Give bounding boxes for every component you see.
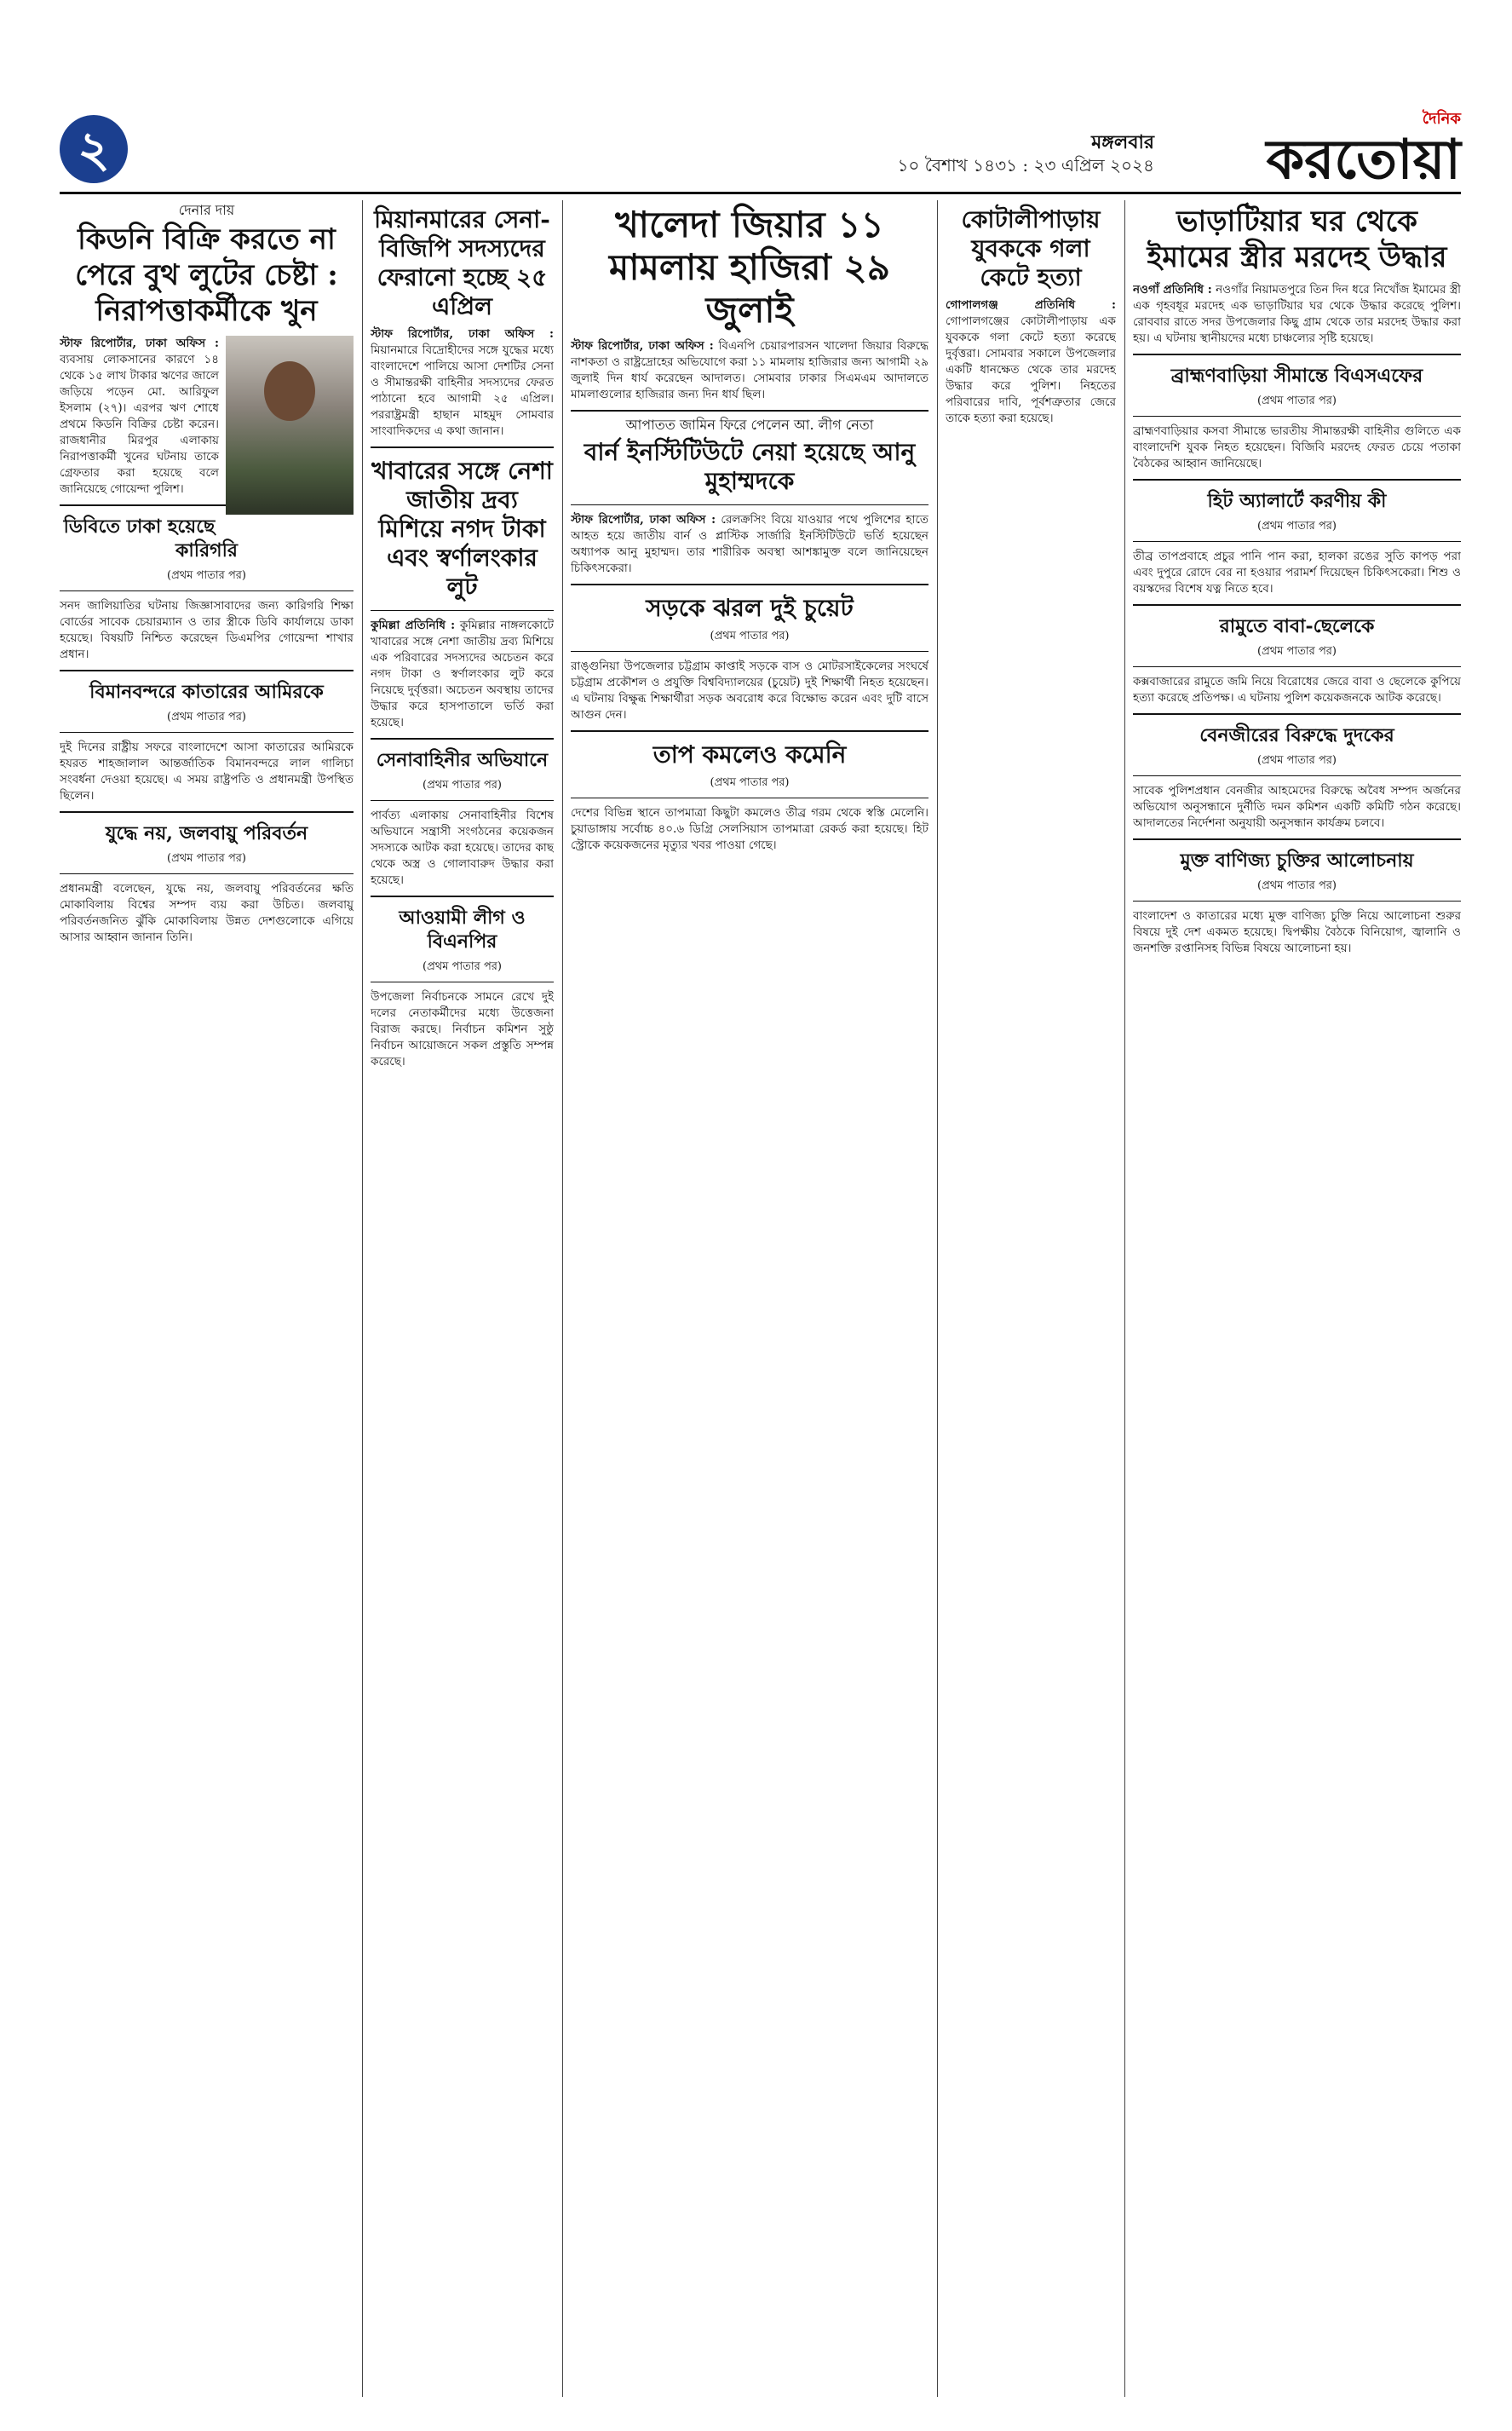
awami-body: উপজেলা নির্বাচনকে সামনে রেখে দুই দলের নেতাকর্মীদের মধ্যে উত্তেজনা বিরাজ করছে। নির্বাচন কমিশন সুষ্ঠু নির্বাচন আয়োজনে সকল প্রস্তুতি সম্পন্ন করেছে।: [371, 990, 554, 1069]
dhaka-cont: (প্রথম পাতার পর): [167, 569, 246, 582]
murder-body: গোপালগঞ্জের কোটালীপাড়ায় এক যুবককে গলা কেটে হত্যা করেছে দুর্বৃত্তরা। সোমবার সকালে উপজেলার একটি ধানক্ষেত থেকে তার মরদেহ উদ্ধার করে পুলিশ। নিহতের পরিবারের দাবি, পূর্বশত্রুতার জেরে তাকে হত্যা করা হয়েছে।: [946, 314, 1116, 425]
father-cont: (প্রথম পাতার পর): [1257, 645, 1337, 658]
minister-body: দুই দিনের রাষ্ট্রীয় সফরে বাংলাদেশে আসা কাতারের আমিরকে হযরত শাহজালাল আন্তর্জাতিক বিমানবন্দরে লাল গালিচা সংবর্ধনা দেওয়া হয়েছে। এ সময় রাষ্ট্রপতি ও প্রধানমন্ত্রী উপস্থিত ছিলেন।: [60, 740, 354, 803]
war-body: প্রধানমন্ত্রী বলেছেন, যুদ্ধে নয়, জলবায়ু পরিবর্তনের ক্ষতি মোকাবিলায় বিশ্বের সম্পদ ব্যয় করা উচিত। জলবায়ু পরিবর্তনজনিত ঝুঁকি মোকাবিলায় উন্নত দেশগুলোকে এগিয়ে আসার আহ্বান জানান তিনি।: [60, 882, 354, 944]
header-rule: [60, 192, 1461, 194]
column-2: [371, 200, 554, 2397]
food-headline: খাবারের সঙ্গে নেশা জাতীয় দ্রব্য মিশিয়ে নগদ টাকা এবং স্বর্ণালংকার লুট: [371, 457, 553, 601]
mamun-body: রেলক্রসিং বিয়ে যাওয়ার পথে পুলিশের হাতে আহত হয়ে জাতীয় বার্ন ও প্লাস্টিক সার্জারি ইনস্টিটিউটে ভর্তি হয়েছেন অধ্যাপক আনু মুহাম্মদ। তার শারীরিক অবস্থা আশঙ্কামুক্ত বলে জানিয়েছেন চিকিৎসকেরা।: [571, 513, 928, 575]
army2-body: পার্বত্য এলাকায় সেনাবাহিনীর বিশেষ অভিযানে সন্ত্রাসী সংগঠনের কয়েকজন সদস্যকে আটক করা হয়েছে। তাদের কাছ থেকে অস্ত্র ও গোলাবারুদ উদ্ধার করা হয়েছে।: [371, 809, 554, 887]
mamun-kicker: আপাতত জামিন ফিরে পেলেন আ. লীগ নেতা: [625, 417, 874, 433]
bramha-body: ব্রাহ্মণবাড়িয়ার কসবা সীমান্তে ভারতীয় সীমান্তরক্ষী বাহিনীর গুলিতে এক বাংলাদেশি যুবক নিহত হয়েছেন। বিজিবি মরদেহ ফেরত চেয়ে পতাকা বৈঠকের আহ্বান জানিয়েছে।: [1133, 424, 1461, 470]
war-cont: (প্রথম পাতার পর): [167, 852, 246, 865]
khaleda-body: বিএনপি চেয়ারপারসন খালেদা জিয়ার বিরুদ্ধে নাশকতা ও রাষ্ট্রদ্রোহের অভিযোগে করা ১১ মামলায় হাজিরার জন্য আগামী ২৯ জুলাই দিন ধার্য করেছেন আদালত। সোমবার ঢাকার সিএমএম আদালতে মামলাগুলোর হাজিরার জন্য দিন ধার্য ছিল।: [571, 339, 928, 401]
page-number: ২: [60, 115, 128, 183]
father-body: কক্সবাজারের রামুতে জমি নিয়ে বিরোধের জেরে বাবা ও ছেলেকে কুপিয়ে হত্যা করেছে প্রতিপক্ষ। এ ঘটনায় পুলিশ কয়েকজনকে আটক করেছে।: [1133, 675, 1461, 705]
army2-headline: সেনাবাহিনীর অভিযানে: [376, 749, 549, 771]
kidney-headline: কিডনি বিক্রি করতে না পেরে বুথ লুটের চেষ্টা : নিরাপত্তাকর্মীকে খুন: [75, 222, 338, 328]
benazir-headline: বেনজীরের বিরুদ্ধে দুদকের: [1199, 724, 1394, 746]
masthead: [1205, 107, 1461, 192]
minister-headline: বিমানবন্দরে কাতারের আমিরকে: [89, 681, 324, 703]
column-5: [1133, 200, 1461, 2397]
column-divider: [937, 200, 938, 2397]
awami-headline: আওয়ামী লীগ ও বিএনপির: [399, 907, 526, 953]
issue-date: ১০ বৈশাখ ১৪৩১ : ২৩ এপ্রিল ২০২৪: [897, 155, 1154, 176]
kidney-byline: স্টাফ রিপোর্টার, ঢাকা অফিস :: [60, 337, 219, 350]
trade-body: বাংলাদেশ ও কাতারের মধ্যে মুক্ত বাণিজ্য চুক্তি নিয়ে আলোচনা শুরুর বিষয়ে দুই দেশ একমত হয়েছে। দ্বিপক্ষীয় বৈঠকে বিনিয়োগ, জ্বালানি ও জনশক্তি রপ্তানিসহ বিভিন্ন বিষয়ে আলোচনা হয়।: [1133, 909, 1461, 955]
trade-headline: মুক্ত বাণিজ্য চুক্তির আলোচনায়: [1180, 850, 1414, 872]
bramha-cont: (প্রথম পাতার পর): [1257, 395, 1337, 407]
benazir-body: সাবেক পুলিশপ্রধান বেনজীর আহমেদের বিরুদ্ধে অবৈধ সম্পদ অর্জনের অভিযোগ অনুসন্ধানে দুর্নীতি দমন কমিশন একটি কমিটি গঠন করেছে। আদালতের নির্দেশনা অনুযায়ী অনুসন্ধান কার্যক্রম চলবে।: [1133, 784, 1461, 830]
murder-byline: গোপালগঞ্জ প্রতিনিধি :: [946, 298, 1116, 312]
imam-headline: ভাড়াটিয়ার ঘর থেকে ইমামের স্ত্রীর মরদেহ উদ্ধার: [1147, 205, 1447, 274]
mamun-byline: স্টাফ রিপোর্টার, ঢাকা অফিস :: [571, 513, 716, 527]
army-body: মিয়ানমারে বিদ্রোহীদের সঙ্গে যুদ্ধের মধ্যে বাংলাদেশে পালিয়ে আসা দেশটির সেনা ও সীমান্তরক্ষী বাহিনীর সদস্যদের ফেরত পাঠানো হবে আগামী ২৫ এপ্রিল। পররাষ্ট্রমন্ত্রী হাছান মাহমুদ সোমবার সাংবাদিকদের এ কথা জানান।: [371, 343, 554, 438]
bramha-headline: ব্রাহ্মণবাড়িয়া সীমান্তে বিএসএফের: [1170, 365, 1423, 387]
mamun-headline: বার্ন ইনস্টিটিউটে নেয়া হয়েছে আনু মুহাম্মদকে: [584, 438, 916, 495]
food-byline: কুমিল্লা প্রতিনিধি :: [371, 619, 456, 632]
murder-headline: কোটালীপাড়ায় যুবককে গলা কেটে হত্যা: [961, 205, 1101, 291]
imam-byline: নওগাঁ প্রতিনিধি :: [1133, 283, 1212, 297]
suspect-photo: [226, 336, 354, 515]
column-1: [60, 200, 354, 2397]
column-3: [571, 200, 928, 2397]
column-divider: [562, 200, 563, 2397]
heat-cont: (প্রথম পাতার পর): [710, 776, 790, 789]
masthead-logo: করতোয়া: [1266, 128, 1461, 192]
awami-cont: (প্রথম পাতার পর): [423, 960, 502, 973]
masthead-small: দৈনিক: [1422, 110, 1461, 128]
road-headline: সড়কে ঝরল দুই চুয়েট: [646, 594, 854, 622]
kidney-kicker: দেনার দায়: [178, 202, 235, 218]
dhaka-body: সনদ জালিয়াতির ঘটনায় জিজ্ঞাসাবাদের জন্য কারিগরি শিক্ষা বোর্ডের সাবেক চেয়ারম্যান ও তার স্ত্রীকে ডিবি কার্যালয়ে ডাকা হয়েছে। বিষয়টি নিশ্চিত করেছেন ডিএমপির গোয়েন্দা শাখার প্রধান।: [60, 599, 354, 661]
army-headline: মিয়ানমারের সেনা-বিজিপি সদস্যদের ফেরানো হচ্ছে ২৫ এপ্রিল: [374, 205, 550, 320]
alert-cont: (প্রথম পাতার পর): [1257, 520, 1337, 533]
heat-headline: তাপ কমলেও কমেনি: [653, 740, 847, 769]
alert-headline: হিট অ্যালার্টে করণীয় কী: [1207, 490, 1387, 512]
issue-day: মঙ্গলবার: [1091, 131, 1154, 153]
khaleda-headline: খালেদা জিয়ার ১১ মামলায় হাজিরা ২৯ জুলাই: [609, 204, 890, 331]
trade-cont: (প্রথম পাতার পর): [1257, 879, 1337, 892]
army-byline: স্টাফ রিপোর্টার, ঢাকা অফিস :: [371, 327, 554, 341]
road-cont: (প্রথম পাতার পর): [710, 630, 790, 642]
column-divider: [362, 200, 363, 2397]
heat-body: দেশের বিভিন্ন স্থানে তাপমাত্রা কিছুটা কমলেও তীব্র গরম থেকে স্বস্তি মেলেনি। চুয়াডাঙ্গায় সর্বোচ্চ ৪০.৬ ডিগ্রি সেলসিয়াস তাপমাত্রা রেকর্ড করা হয়েছে। হিট স্ট্রোকে কয়েকজনের মৃত্যুর খবর পাওয়া গেছে।: [571, 806, 928, 852]
alert-body: তীব্র তাপপ্রবাহে প্রচুর পানি পান করা, হালকা রঙের সুতি কাপড় পরা এবং দুপুরে রোদে বের না হওয়ার পরামর্শ দিয়েছেন চিকিৎসকেরা। শিশু ও বয়স্কদের বিশেষ যত্ন নিতে হবে।: [1133, 550, 1461, 596]
minister-cont: (প্রথম পাতার পর): [167, 711, 246, 723]
column-divider: [1124, 200, 1125, 2397]
road-body: রাঙ্গুনিয়া উপজেলার চট্টগ্রাম কাপ্তাই সড়কে বাস ও মোটরসাইকেলের সংঘর্ষে চট্টগ্রাম প্রকৌশল ও প্রযুক্তি বিশ্ববিদ্যালয়ের (চুয়েট) দুই শিক্ষার্থী নিহত হয়েছেন। এ ঘটনায় বিক্ষুব্ধ শিক্ষার্থীরা সড়ক অবরোধ করে বিক্ষোভ করেন এবং দুটি বাসে আগুন দেন।: [571, 660, 928, 722]
father-headline: রামুতে বাবা-ছেলেকে: [1219, 615, 1375, 637]
food-body: কুমিল্লার নাঙ্গলকোটে খাবারের সঙ্গে নেশা জাতীয় দ্রব্য মিশিয়ে এক পরিবারের সদস্যদের অচেতন করে নগদ টাকা ও স্বর্ণালংকার লুট করে নিয়েছে দুর্বৃত্তরা। অচেতন অবস্থায় তাদের উদ্ধার করে হাসপাতালে ভর্তি করা হয়েছে।: [371, 619, 554, 729]
imam-body: নওগাঁর নিয়ামতপুরে তিন দিন ধরে নিখোঁজ ইমামের স্ত্রী এক গৃহবধূর মরদেহ এক ভাড়াটিয়ার ঘর থেকে উদ্ধার করেছে পুলিশ। রোববার রাতে সদর উপজেলার কিছু গ্রাম থেকে তার মরদেহ উদ্ধার করা হয়। এ ঘটনায় স্থানীয়দের মধ্যে চাঞ্চল্যের সৃষ্টি হয়েছে।: [1133, 283, 1461, 345]
dhaka-headline: ডিবিতে ঢাকা হয়েছে কারিগরি: [63, 516, 238, 562]
khaleda-byline: স্টাফ রিপোর্টার, ঢাকা অফিস :: [571, 339, 714, 353]
benazir-cont: (প্রথম পাতার পর): [1257, 754, 1337, 767]
kidney-body: ব্যবসায় লোকসানের কারণে ১৪ থেকে ১৫ লাখ টাকার ঋণের জালে জড়িয়ে পড়েন মো. আরিফুল ইসলাম (২৭)। এরপর ঋণ শোধে প্রথমে কিডনি বিক্রির চেষ্টা করেন। রাজধানীর মিরপুর এলাকায় নিরাপত্তাকর্মী খুনের ঘটনায় তাকে গ্রেফতার করা হয়েছে বলে জানিয়েছে গোয়েন্দা পুলিশ।: [60, 353, 219, 496]
war-headline: যুদ্ধে নয়, জলবায়ু পরিবর্তন: [105, 822, 308, 844]
army2-cont: (প্রথম পাতার পর): [423, 779, 502, 792]
column-4: [946, 200, 1116, 2397]
